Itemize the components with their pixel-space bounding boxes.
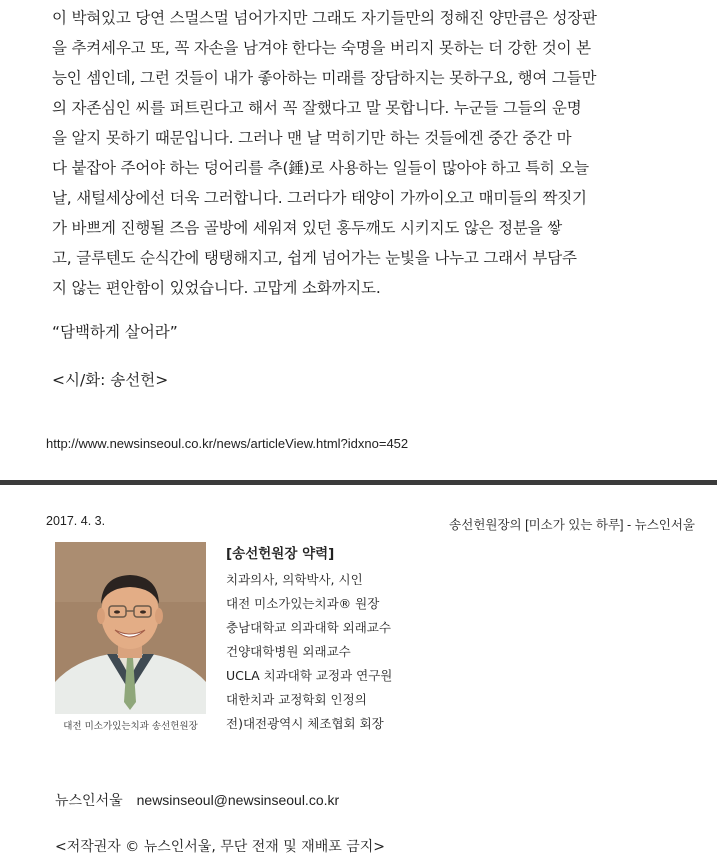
article-line: 다 붙잡아 주어야 하는 덩어리를 추(錘)로 사용하는 일들이 많아야 하고 특히 오늘 xyxy=(52,159,589,177)
article-quote: “담백하게 살어라” xyxy=(52,323,178,341)
email-link[interactable]: newsinseoul@newsinseoul.co.kr xyxy=(136,792,340,808)
article-line: 이 박혀있고 당연 스멀스멀 넘어가지만 그래도 자기들만의 정해진 양만큼은 성장판 xyxy=(52,9,597,27)
profile-item: 치과의사, 의학박사, 시인 xyxy=(226,572,363,587)
article-line: 날, 새털세상에선 더욱 그러합니다. 그러다가 태양이 가까이오고 매미들의 짝짓기 xyxy=(52,189,587,207)
article-line: 을 알지 못하기 때문입니다. 그러나 맨 날 먹히기만 하는 것들에겐 중간 중간 마 xyxy=(52,129,572,147)
source-link[interactable]: http://www.newsinseoul.co.kr/news/articleView.html?idxno=452 xyxy=(46,436,409,451)
article-line: 의 자존심인 씨를 퍼트린다고 해서 꼭 잘했다고 말 못합니다. 누군들 그들의 운명 xyxy=(52,99,582,117)
article-line: 지 않는 편안함이 있었습니다. 고맙게 소화까지도. xyxy=(52,279,381,297)
profile-item: 전)대전광역시 체조협회 회장 xyxy=(226,716,384,731)
contact-line xyxy=(55,790,339,810)
profile-item: 대한치과 교정학회 인정의 xyxy=(226,692,367,707)
author-photo xyxy=(55,542,206,714)
outlet-name: 뉴스인서울 xyxy=(55,793,123,809)
profile-title: [송선헌원장 약력] xyxy=(226,546,335,562)
article-credit: <시/화: 송선헌> xyxy=(52,371,169,389)
article-line: 능인 셈인데, 그런 것들이 내가 좋아하는 미래를 장담하지는 못하구요, 행여 그들만 xyxy=(52,69,597,87)
article-line: 을 추켜세우고 또, 꼭 자손을 남겨야 한다는 숙명을 버리지 못하는 더 강한 것이 본 xyxy=(52,39,591,57)
article-line: 고, 글루텐도 순식간에 탱탱해지고, 쉽게 넘어가는 눈빛을 나누고 그래서 부담주 xyxy=(52,249,577,267)
profile-item: 충남대학교 의과대학 외래교수 xyxy=(226,620,391,635)
article-line: 가 바쁘게 진행될 즈음 골방에 세워져 있던 홍두깨도 시키지도 않은 정분을 쌓 xyxy=(52,219,562,237)
column-title: 송선헌원장의 [미소가 있는 하루] - 뉴스인서울 xyxy=(449,518,695,532)
copyright-notice: <저작권자 © 뉴스인서울, 무단 전재 및 재배포 금지> xyxy=(55,839,386,855)
photo-caption: 대전 미소가있는치과 송선헌원장 xyxy=(63,721,198,732)
section-divider xyxy=(0,480,717,485)
profile-item: 건양대학병원 외래교수 xyxy=(226,644,351,659)
profile-item: UCLA 치과대학 교정과 연구원 xyxy=(226,668,393,683)
profile-item: 대전 미소가있는치과® 원장 xyxy=(226,596,380,611)
portrait-image xyxy=(55,542,206,714)
post-date: 2017. 4. 3. xyxy=(46,514,106,528)
